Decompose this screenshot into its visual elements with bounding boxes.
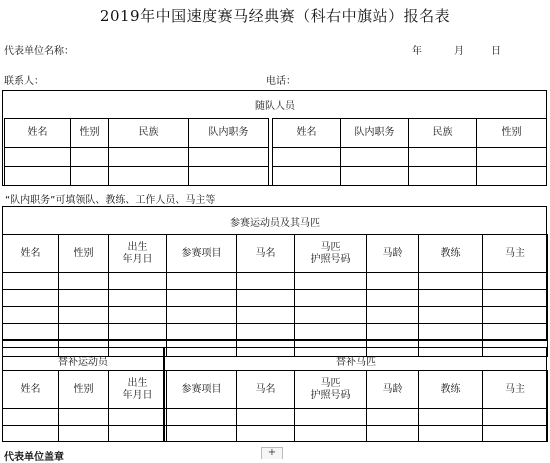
col-header-event: 参赛项目 [167, 371, 237, 409]
entry-cell[interactable] [419, 426, 483, 442]
day-label: 日 [491, 46, 501, 57]
entry-cell[interactable] [341, 167, 409, 186]
entry-cell[interactable] [237, 307, 295, 324]
col-header-name: 姓名 [3, 235, 59, 273]
year-label: 年 [412, 46, 422, 57]
entry-cell[interactable] [5, 148, 71, 167]
entry-cell[interactable] [237, 273, 295, 290]
col-header-coach: 教练 [419, 235, 483, 273]
col-header-event: 参赛项目 [167, 235, 237, 273]
entry-cell[interactable] [341, 148, 409, 167]
col-header-birth-date: 出生 年月日 [109, 371, 167, 409]
entry-cell[interactable] [109, 307, 167, 324]
entry-cell[interactable] [3, 290, 59, 307]
entry-cell[interactable] [59, 307, 109, 324]
entry-cell[interactable] [483, 426, 548, 442]
entry-cell[interactable] [419, 273, 483, 290]
col-header-ethnicity: 民族 [409, 119, 477, 148]
entry-cell[interactable] [59, 273, 109, 290]
entry-cell[interactable] [167, 290, 237, 307]
col-header-gender: 性别 [477, 119, 547, 148]
entry-cell[interactable] [295, 426, 367, 442]
col-header-birth-date: 出生 年月日 [109, 235, 167, 273]
entry-cell[interactable] [167, 426, 237, 442]
entry-cell[interactable] [295, 307, 367, 324]
entry-cell[interactable] [367, 324, 419, 341]
entry-cell[interactable] [167, 307, 237, 324]
entry-cell[interactable] [59, 426, 109, 442]
athletes-section-title: 参赛运动员及其马匹 [230, 218, 320, 229]
col-header-team-role: 队内职务 [189, 119, 269, 148]
substitute-athlete-title: 替补运动员 [58, 357, 108, 368]
entry-cell[interactable] [71, 167, 109, 186]
entry-cell[interactable] [109, 426, 167, 442]
entry-cell[interactable] [273, 167, 341, 186]
entry-cell[interactable] [109, 409, 167, 426]
entry-cell[interactable] [189, 148, 269, 167]
entry-cell[interactable] [5, 167, 71, 186]
col-header-gender: 性别 [71, 119, 109, 148]
col-header-coach: 教练 [419, 371, 483, 409]
col-header-gender: 性别 [59, 371, 109, 409]
col-header-horse-name: 马名 [237, 235, 295, 273]
entry-cell[interactable] [483, 307, 548, 324]
entry-cell[interactable] [409, 167, 477, 186]
entry-cell[interactable] [367, 409, 419, 426]
entry-cell[interactable] [367, 307, 419, 324]
col-header-horse-name: 马名 [237, 371, 295, 409]
entry-cell[interactable] [237, 324, 295, 341]
entry-cell[interactable] [167, 324, 237, 341]
col-header-name: 姓名 [3, 371, 59, 409]
entry-cell[interactable] [3, 409, 59, 426]
entry-cell[interactable] [483, 324, 548, 341]
form-title: 2019年中国速度赛马经典赛（科右中旗站）报名表 [99, 7, 451, 25]
entry-cell[interactable] [367, 273, 419, 290]
team-role-note: “队内职务”可填领队、教练、工作人员、马主等 [5, 195, 216, 206]
unit-name-label: 代表单位名称： [4, 46, 74, 57]
entry-cell[interactable] [109, 324, 167, 341]
col-header-ethnicity: 民族 [109, 119, 189, 148]
col-header-horse-age: 马龄 [367, 371, 419, 409]
entry-cell[interactable] [167, 409, 237, 426]
entourage-table-left [4, 118, 269, 186]
entry-cell[interactable] [59, 290, 109, 307]
col-header-horse-age: 马龄 [367, 235, 419, 273]
col-header-horse-owner: 马主 [483, 235, 548, 273]
col-header-horse-passport: 马匹 护照号码 [295, 235, 367, 273]
athletes-table [2, 234, 548, 357]
month-label: 月 [454, 46, 464, 57]
entry-cell[interactable] [109, 273, 167, 290]
entry-cell[interactable] [109, 148, 189, 167]
entry-cell[interactable] [237, 426, 295, 442]
entry-cell[interactable] [295, 324, 367, 341]
col-header-gender: 性别 [59, 235, 109, 273]
entry-cell[interactable] [367, 426, 419, 442]
entry-cell[interactable] [237, 409, 295, 426]
entry-cell[interactable] [237, 290, 295, 307]
unit-stamp-label: 代表单位盖章 [4, 452, 64, 463]
entry-cell[interactable] [419, 307, 483, 324]
add-row-button[interactable]: + [261, 447, 283, 459]
entry-cell[interactable] [3, 324, 59, 341]
entourage-section-title: 随队人员 [255, 101, 295, 112]
entry-cell[interactable] [419, 324, 483, 341]
col-header-horse-passport: 马匹 护照号码 [295, 371, 367, 409]
entry-cell[interactable] [483, 273, 548, 290]
entry-cell[interactable] [3, 273, 59, 290]
entry-cell[interactable] [477, 167, 547, 186]
col-header-name: 姓名 [5, 119, 71, 148]
contact-label: 联系人： [4, 76, 44, 87]
col-header-name: 姓名 [273, 119, 341, 148]
entry-cell[interactable] [3, 426, 59, 442]
entry-cell[interactable] [109, 290, 167, 307]
entry-cell[interactable] [109, 167, 189, 186]
entry-cell[interactable] [295, 273, 367, 290]
substitutes-table [2, 370, 548, 442]
entry-cell[interactable] [273, 148, 341, 167]
col-header-horse-owner: 马主 [483, 371, 548, 409]
entry-cell[interactable] [3, 307, 59, 324]
entry-cell[interactable] [477, 148, 547, 167]
entourage-table-right [272, 118, 547, 186]
entry-cell[interactable] [59, 409, 109, 426]
entry-cell[interactable] [483, 409, 548, 426]
entry-cell[interactable] [367, 290, 419, 307]
entry-cell[interactable] [295, 290, 367, 307]
entry-cell[interactable] [409, 148, 477, 167]
entry-cell[interactable] [483, 290, 548, 307]
entry-cell[interactable] [167, 273, 237, 290]
entry-cell[interactable] [419, 409, 483, 426]
entry-cell[interactable] [59, 324, 109, 341]
entry-cell[interactable] [295, 409, 367, 426]
entry-cell[interactable] [419, 290, 483, 307]
phone-label: 电话： [266, 76, 296, 87]
substitute-horse-title: 替补马匹 [336, 357, 376, 368]
entry-cell[interactable] [71, 148, 109, 167]
entry-cell[interactable] [189, 167, 269, 186]
col-header-team-role: 队内职务 [341, 119, 409, 148]
